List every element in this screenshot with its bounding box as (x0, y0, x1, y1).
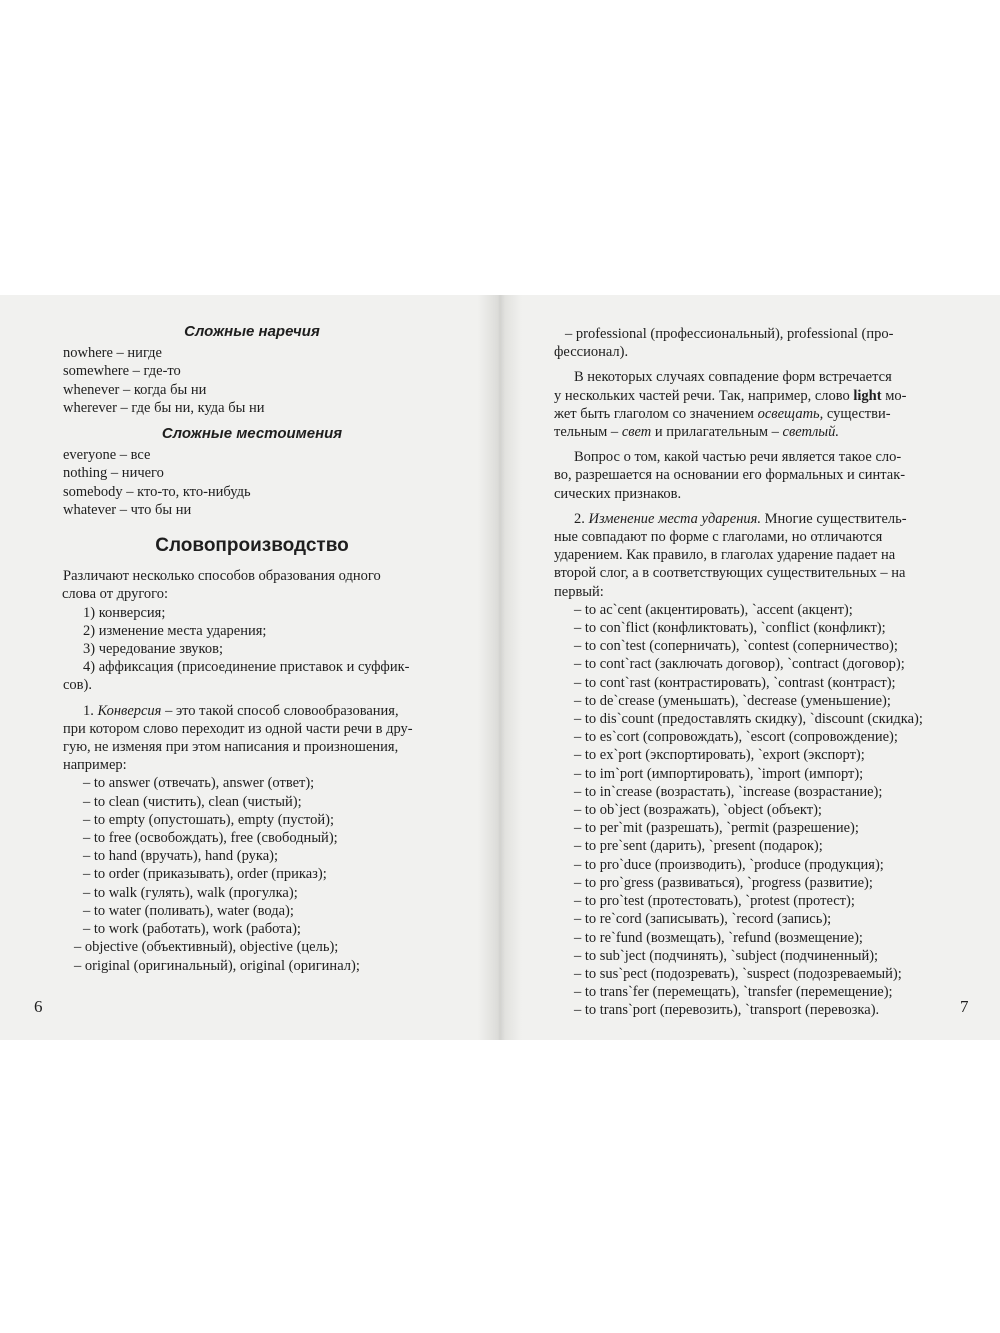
methods-list (63, 604, 441, 695)
conversion-paragraph (63, 702, 441, 775)
list-item: 1) конверсия; (83, 604, 166, 621)
text-line: второй слог, а в соответствующих существительных – на (554, 565, 906, 582)
list-item: – to walk (гулять), walk (прогулка); (83, 884, 298, 901)
list-item: – to cont`rast (контрастировать), `contrast (контраст); (574, 674, 896, 691)
list-item: somebody – кто-то, кто-нибудь (63, 483, 251, 500)
stress-examples-list (554, 601, 956, 1020)
text-line: во, разрешается на основании его формальных и синтак- (554, 467, 906, 484)
text-line (554, 387, 956, 405)
list-item: – to con`flict (конфликтовать), `conflict (конфликт); (574, 620, 886, 637)
heading-compound-pronouns: Сложные местоимения (161, 425, 343, 443)
right-page (510, 295, 1000, 1040)
list-item: everyone – все (63, 447, 151, 464)
list-item: 3) чередование звуков; (83, 641, 223, 658)
list-item-continuation: сов). (63, 677, 92, 694)
heading-compound-adverbs: Сложные наречия (184, 323, 320, 340)
intro-paragraph (63, 567, 441, 603)
text-line: при котором слово переходит из одной части речи в дру- (63, 720, 413, 737)
list-item: whenever – когда бы ни (63, 381, 207, 398)
list-item: – to con`test (соперничать), `contest (соперничество); (574, 638, 898, 655)
paragraph-homonymy (554, 368, 956, 441)
list-item: nowhere – нигде (63, 345, 162, 362)
paragraph-stress-shift (554, 510, 956, 601)
text-line: фессионал). (554, 344, 629, 361)
conversion-text: – это такой способ словообразования, (161, 702, 399, 719)
list-item: – original (оригинальный), original (оригинал); (74, 957, 360, 974)
text-fragment: у нескольких частей речи. Так, например, слово (554, 387, 850, 404)
list-item: – to dis`count (предоставлять скидку), `discount (скидка); (574, 711, 923, 728)
list-item: – to sub`ject (подчинять), `subject (подчиненный); (574, 947, 879, 964)
list-item: 4) аффиксация (присоединение приставок и суффик- (83, 659, 410, 676)
list-item: – to re`cord (записывать), `record (запись); (574, 911, 832, 928)
list-item: – to sus`pect (подозревать), `suspect (подозреваемый); (574, 965, 902, 982)
left-page (0, 295, 490, 1040)
text-line (554, 405, 956, 423)
text-line: ные совпадают по форме с глаголами, но отличаются (554, 529, 883, 546)
text-line: – professional (профессиональный), professional (про- (565, 326, 894, 342)
text-line: гую, не изменяя при этом написания и произношения, (63, 739, 399, 756)
list-item: – to cont`ract (заключать договор), `contract (договор); (574, 656, 905, 673)
list-item: – to trans`fer (перемещать), `transfer (перемещение); (574, 984, 893, 1001)
text-line: ударением. Как правило, в глаголах ударение падает на (554, 547, 896, 564)
section-title-word-formation: Словопроизводство (155, 535, 349, 557)
text-line (554, 510, 956, 528)
adverbs-list (63, 344, 441, 417)
list-item: – to pro`gress (развиваться), `progress (развитие); (574, 874, 873, 891)
list-item: – to pro`test (протестовать), `protest (протест); (574, 893, 855, 910)
list-item: somewhere – где-то (63, 363, 181, 380)
list-item: – to work (работать), work (работа); (83, 921, 301, 938)
text-line: слова от другого: (62, 586, 169, 603)
list-item: – to pre`sent (дарить), `present (подарок); (574, 838, 823, 855)
list-item: – to per`mit (разрешать), `permit (разрешение); (574, 820, 859, 837)
conversion-number: 1. (83, 702, 94, 719)
text-line: сических признаков. (554, 485, 682, 502)
text-line: Различают несколько способов образования одного (63, 568, 381, 585)
text-fragment: тельным – (554, 424, 622, 441)
stress-shift-term: Изменение места ударения. (588, 510, 762, 527)
list-item: – to de`crease (уменьшать), `decrease (уменьшение); (574, 692, 891, 709)
right-page-text (554, 325, 956, 1020)
text-fragment: существи- (823, 405, 891, 422)
list-item: – to pro`duce (производить), `produce (продукция); (574, 856, 884, 873)
text-fragment: 2. (574, 510, 589, 527)
text-fragment: Многие существитель- (761, 510, 907, 527)
text-line (63, 702, 441, 720)
text-italic: свет (621, 424, 652, 441)
list-item: – to im`port (импортировать), `import (импорт); (574, 765, 864, 782)
word-light: light (853, 387, 882, 404)
list-item: – to ac`cent (акцентировать), `accent (акцент); (574, 601, 853, 618)
page-number-right: 7 (960, 997, 969, 1016)
list-item: – to ex`port (экспортировать), `export (экспорт); (574, 747, 865, 764)
conversion-term: Конверсия (97, 702, 162, 719)
list-item: – objective (объективный), objective (цель); (74, 939, 339, 956)
list-item: – to water (поливать), water (вода); (83, 902, 294, 919)
list-item: whatever – что бы ни (63, 501, 192, 518)
list-item: – to ob`ject (возражать), `object (объект); (574, 802, 822, 819)
list-item: – to order (приказывать), order (приказ); (83, 866, 327, 883)
text-line: В некоторых случаях совпадение форм встречается (574, 369, 892, 386)
list-item: – to es`cort (сопровождать), `escort (сопровождение); (574, 729, 898, 746)
text-fragment: мо- (881, 387, 907, 404)
list-item: 2) изменение места ударения; (83, 622, 267, 639)
list-item: – to empty (опустошать), empty (пустой); (83, 811, 334, 828)
text-line: например: (63, 757, 127, 774)
list-item: wherever – где бы ни, куда бы ни (63, 399, 265, 416)
list-item: – to answer (отвечать), answer (ответ); (83, 775, 315, 792)
text-fragment: жет быть глаголом со значением (554, 405, 758, 422)
list-item: – to re`fund (возмещать), `refund (возмещение); (574, 929, 863, 946)
continuation-paragraph (554, 325, 956, 361)
text-italic: светлый. (782, 424, 839, 441)
list-item: – to in`crease (возрастать), `increase (возрастание); (574, 783, 883, 800)
text-line: первый: (554, 583, 604, 600)
pronouns-list (63, 446, 441, 519)
conversion-examples-list (63, 774, 441, 974)
text-fragment: и прилагательным – (651, 424, 783, 441)
page-number-left: 6 (34, 997, 43, 1016)
book-spread (0, 295, 1000, 1040)
list-item: nothing – ничего (63, 465, 164, 482)
text-line (554, 423, 956, 441)
list-item: – to free (освобождать), free (свободный); (83, 830, 338, 847)
paragraph-part-of-speech (554, 448, 956, 503)
text-italic: освещать, (757, 405, 824, 422)
list-item: – to trans`port (перевозить), `transport (перевозка). (574, 1002, 880, 1019)
list-item: – to hand (вручать), hand (рука); (83, 848, 279, 865)
text-line: Вопрос о том, какой частью речи является такое сло- (574, 449, 902, 466)
left-page-text (63, 323, 441, 975)
list-item: – to clean (чистить), clean (чистый); (83, 793, 302, 810)
